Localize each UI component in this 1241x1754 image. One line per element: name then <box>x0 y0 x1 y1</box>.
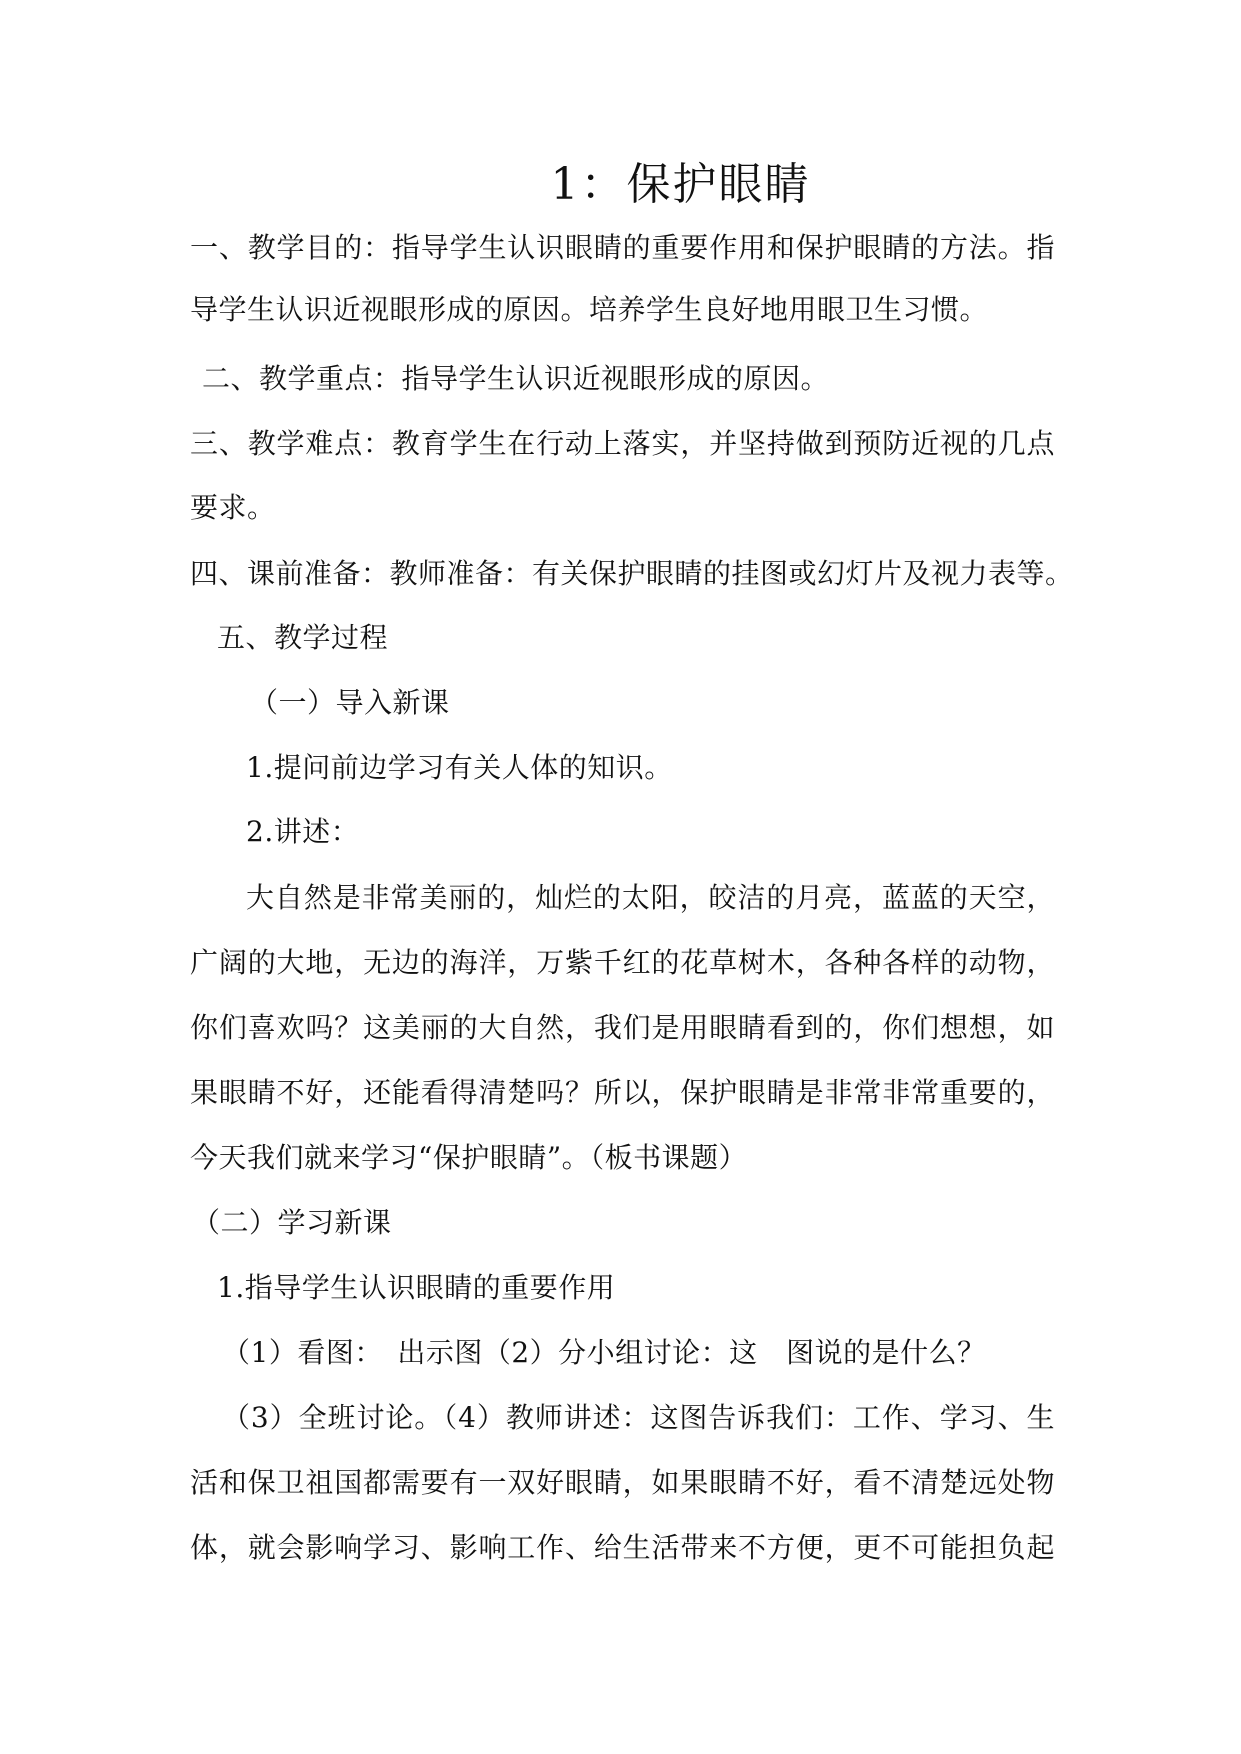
new-lesson-step-line-3: 活和保卫祖国都需要有一双好眼睛，如果眼睛不好，看不清楚远处物 <box>190 1466 1055 1499</box>
difficulty-line-1: 三、教学难点：教育学生在行动上落实，并坚持做到预防近视的几点 <box>190 427 1055 460</box>
difficulty-line-2: 要求。 <box>190 491 276 524</box>
new-lesson-step-line-1: （1）看图： 出示图（2）分小组讨论：这 图说的是什么？ <box>222 1336 986 1369</box>
new-lesson-step-line-4: 体，就会影响学习、影响工作、给生活带来不方便，更不可能担负起 <box>190 1531 1055 1564</box>
key-point-line: 二、教学重点：指导学生认识近视眼形成的原因。 <box>202 362 830 395</box>
section-new-lesson-heading: （二）学习新课 <box>192 1206 392 1239</box>
objective-line-2: 导学生认识近视眼形成的原因。培养学生良好地用眼卫生习惯。 <box>190 293 989 326</box>
objective-line-1: 一、教学目的：指导学生认识眼睛的重要作用和保护眼睛的方法。指 <box>190 231 1055 264</box>
intro-item-1: 1.提问前边学习有关人体的知识。 <box>246 751 673 784</box>
document-title: 1：保护眼睛 <box>550 159 811 210</box>
process-heading: 五、教学过程 <box>217 621 389 654</box>
narration-line-5: 今天我们就来学习“保护眼睛”。（板书课题） <box>190 1141 748 1174</box>
narration-line-1: 大自然是非常美丽的，灿烂的太阳，皎洁的月亮，蓝蓝的天空， <box>246 881 1055 914</box>
new-lesson-step-line-2: （3）全班讨论。（4）教师讲述：这图告诉我们：工作、学习、生 <box>222 1401 1055 1434</box>
narration-line-2: 广阔的大地，无边的海洋，万紫千红的花草树木，各种各样的动物， <box>190 946 1055 979</box>
preparation-line: 四、课前准备：教师准备：有关保护眼睛的挂图或幻灯片及视力表等。 <box>190 557 1074 590</box>
narration-line-3: 你们喜欢吗？这美丽的大自然，我们是用眼睛看到的，你们想想，如 <box>190 1011 1055 1044</box>
new-lesson-item-1: 1.指导学生认识眼睛的重要作用 <box>217 1271 616 1304</box>
intro-item-2: 2.讲述： <box>246 815 360 848</box>
section-intro-heading: （一）导入新课 <box>250 686 450 719</box>
narration-line-4: 果眼睛不好，还能看得清楚吗？所以，保护眼睛是非常非常重要的， <box>190 1076 1055 1109</box>
